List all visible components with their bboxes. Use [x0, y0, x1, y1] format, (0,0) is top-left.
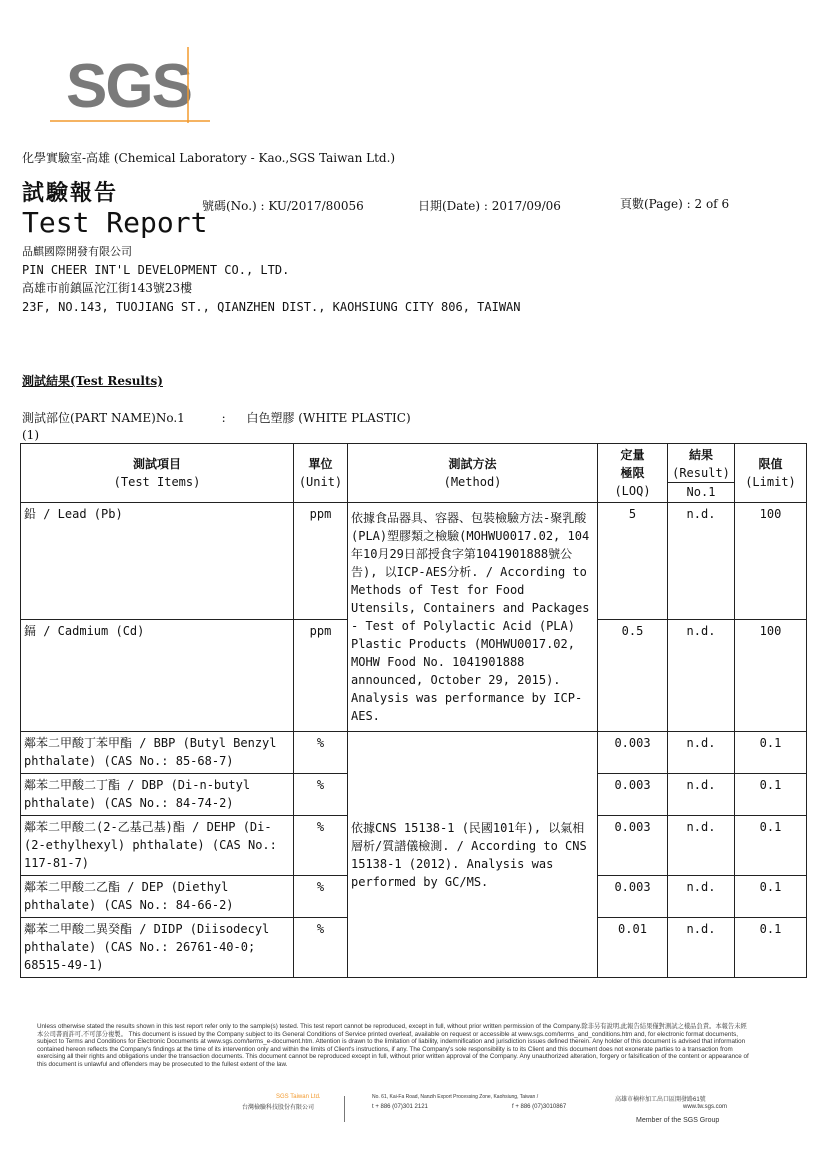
- part-index: (1): [22, 428, 39, 442]
- loq-cell: 0.003: [598, 732, 668, 774]
- item-cell: 鄰苯二甲酸二(2-乙基己基)酯 / DEHP (Di-(2-ethylhexyl) phthalate) (CAS No.: 117-81-7): [21, 816, 294, 876]
- table-row: [21, 503, 807, 620]
- result-cell: n.d.: [668, 732, 735, 774]
- result-cell: n.d.: [668, 774, 735, 816]
- report-date: 日期(Date) : 2017/09/06: [418, 199, 561, 213]
- header-unit: 單位 (Unit): [294, 444, 348, 503]
- unit-cell: ppm: [294, 503, 348, 620]
- client-address-en: 23F, NO.143, TUOJIANG ST., QIANZHEN DIST., KAOHSIUNG CITY 806, TAIWAN: [22, 300, 521, 314]
- method-metals-cell: 依據食品器具、容器、包裝檢驗方法-聚乳酸(PLA)塑膠類之檢驗(MOHWU0017.02, 104年10月29日部授食字第1041901888號公告), 以ICP-AES分析. / According to Methods of Test for Food Utensils, Containers and Packages - Test of Polylactic Acid (PLA) Plastic Products (MOHWU0017.02, MOHW Food No. 1041901888 announced, October 29, 2015). Analysis was performance by ICP-AES.: [348, 503, 598, 732]
- limit-cell: 100: [735, 503, 807, 620]
- lab-line: 化學實驗室-高雄 (Chemical Laboratory - Kao.,SGS Taiwan Ltd.): [22, 151, 396, 165]
- method-phthalates-cell: 依據CNS 15138-1 (民國101年), 以氣相層析/質譜儀檢測. / According to CNS 15138-1 (2012). Analysis was performed by GC/MS.: [348, 732, 598, 978]
- unit-cell: %: [294, 732, 348, 774]
- part-name: [22, 410, 411, 426]
- table-row: [21, 732, 807, 774]
- footer-member: Member of the SGS Group: [636, 1117, 720, 1124]
- unit-cell: %: [294, 774, 348, 816]
- footer-website: www.tw.sgs.com: [683, 1104, 728, 1110]
- footer-tel: t + 886 (07)301 2121: [372, 1104, 428, 1110]
- loq-cell: 0.003: [598, 876, 668, 918]
- limit-cell: 0.1: [735, 732, 807, 774]
- client-address-zh: 高雄市前鎮區沱江街143號23樓: [22, 281, 193, 295]
- loq-cell: 0.003: [598, 774, 668, 816]
- result-cell: n.d.: [668, 620, 735, 732]
- footer-address-en: No. 61, Kai-Fa Road, Nanzih Export Processing Zone, Kaohsiung, Taiwan /: [372, 1094, 539, 1100]
- title-zh: 試驗報告: [22, 180, 119, 206]
- footer-company-zh: 台灣檢驗科技股份有限公司: [242, 1105, 315, 1111]
- limit-cell: 0.1: [735, 774, 807, 816]
- title-en: Test Report: [22, 206, 208, 239]
- unit-cell: %: [294, 876, 348, 918]
- loq-cell: 0.5: [598, 620, 668, 732]
- results-table: [20, 443, 807, 978]
- header-method: 測試方法 (Method): [348, 444, 598, 503]
- header-test-items: 測試項目 (Test Items): [21, 444, 294, 503]
- footer-address-zh: 高雄市楠梓加工出口區開發路61號: [615, 1097, 706, 1103]
- part-value: 白色塑膠 (WHITE PLASTIC): [246, 411, 411, 425]
- report-number: 號碼(No.) : KU/2017/80056: [202, 199, 364, 213]
- header-loq: 定量 極限 (LOQ): [598, 444, 668, 503]
- results-heading: 測試結果(Test Results): [22, 374, 163, 388]
- result-cell: n.d.: [668, 816, 735, 876]
- part-label: 測試部位(PART NAME)No.1: [22, 411, 185, 425]
- loq-cell: 0.003: [598, 816, 668, 876]
- client-name-zh: 品麒國際開發有限公司: [22, 245, 132, 258]
- part-colon: :: [221, 411, 226, 425]
- item-cell: 鄰苯二甲酸二丁酯 / DBP (Di-n-butyl phthalate) (CAS No.: 84-74-2): [21, 774, 294, 816]
- item-cell: 鎘 / Cadmium (Cd): [21, 620, 294, 732]
- footer-fax: f + 886 (07)3010867: [512, 1104, 567, 1110]
- sgs-logo-text: SGS: [66, 52, 191, 121]
- result-cell: n.d.: [668, 918, 735, 978]
- item-cell: 鄰苯二甲酸二異癸酯 / DIDP (Diisodecyl phthalate) (CAS No.: 26761-40-0; 68515-49-1): [21, 918, 294, 978]
- loq-cell: 5: [598, 503, 668, 620]
- sgs-logo: [40, 45, 220, 125]
- table-header-row: [21, 444, 807, 503]
- result-cell: n.d.: [668, 876, 735, 918]
- limit-cell: 0.1: [735, 918, 807, 978]
- limit-cell: 0.1: [735, 816, 807, 876]
- footer-divider: [344, 1096, 345, 1122]
- loq-cell: 0.01: [598, 918, 668, 978]
- limit-cell: 100: [735, 620, 807, 732]
- result-cell: n.d.: [668, 503, 735, 620]
- footer-disclaimer: Unless otherwise stated the results shown in this test report refer only to the sample(s) tested. This test report cannot be reproduced, except in full, without prior written permission of the Company.除非另有說明,此報告結果僅對測試之樣品負責。本報告未經本公司書面許可,不可部分複製。 This document is issued by the Company subject to its General Conditions of Service printed overleaf, available on request or accessible at www.sgs.com/terms_and_conditions.htm and, for electronic format documents, subject to Terms and Conditions for Electronic Documents at www.sgs.com/terms_e-document.htm. Attention is drawn to the limitation of liability, indemnification and jurisdiction issues defined therein. Any holder of this document is advised that information contained hereon reflects the Company's findings at the time of its intervention only and within the limits of Client's instructions, if any. The Company's sole responsibility is to its Client and this document does not exonerate parties to a transaction from exercising all their rights and obligations under the transaction documents. This document cannot be reproduced except in full, without prior written approval of the Company. Any unauthorized alteration, forgery or falsification of the content or appearance of this document is unlawful and offenders may be prosecuted to the fullest extent of the law.: [37, 1023, 749, 1068]
- unit-cell: %: [294, 816, 348, 876]
- header-result: 結果 (Result) No.1: [668, 444, 735, 503]
- header-limit: 限值 (Limit): [735, 444, 807, 503]
- item-cell: 鉛 / Lead (Pb): [21, 503, 294, 620]
- client-name-en: PIN CHEER INT'L DEVELOPMENT CO., LTD.: [22, 263, 290, 277]
- footer-company-en: SGS Taiwan Ltd.: [276, 1094, 321, 1100]
- item-cell: 鄰苯二甲酸二乙酯 / DEP (Diethyl phthalate) (CAS No.: 84-66-2): [21, 876, 294, 918]
- limit-cell: 0.1: [735, 876, 807, 918]
- page-number: 頁數(Page) : 2 of 6: [620, 197, 730, 211]
- unit-cell: ppm: [294, 620, 348, 732]
- item-cell: 鄰苯二甲酸丁苯甲酯 / BBP (Butyl Benzyl phthalate) (CAS No.: 85-68-7): [21, 732, 294, 774]
- unit-cell: %: [294, 918, 348, 978]
